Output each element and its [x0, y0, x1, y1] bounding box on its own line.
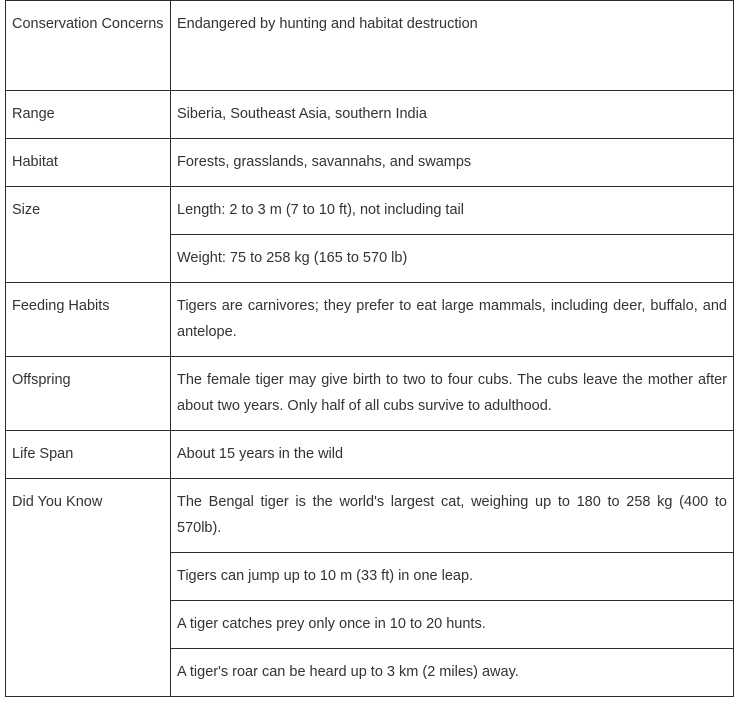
row-value-did-you-know-4: A tiger's roar can be heard up to 3 km (2 miles) away. — [171, 649, 734, 697]
table-row — [6, 479, 734, 553]
row-label-feeding: Feeding Habits — [6, 283, 171, 357]
table-row — [6, 139, 734, 187]
table-row — [6, 187, 734, 235]
row-label-size: Size — [6, 187, 171, 283]
table-row — [6, 357, 734, 431]
row-value-conservation: Endangered by hunting and habitat destruction — [171, 1, 734, 91]
row-value-offspring: The female tiger may give birth to two to four cubs. The cubs leave the mother after about two years. Only half of all cubs survive to adulthood. — [171, 357, 734, 431]
row-label-conservation: Conservation Concerns — [6, 1, 171, 91]
table-row — [6, 91, 734, 139]
row-value-size-length: Length: 2 to 3 m (7 to 10 ft), not including tail — [171, 187, 734, 235]
table-row — [6, 1, 734, 91]
row-label-did-you-know: Did You Know — [6, 479, 171, 697]
row-value-lifespan: About 15 years in the wild — [171, 431, 734, 479]
row-label-range: Range — [6, 91, 171, 139]
table-row — [6, 283, 734, 357]
row-value-feeding: Tigers are carnivores; they prefer to eat large mammals, including deer, buffalo, and antelope. — [171, 283, 734, 357]
row-value-did-you-know-1: The Bengal tiger is the world's largest cat, weighing up to 180 to 258 kg (400 to 570lb). — [171, 479, 734, 553]
row-label-offspring: Offspring — [6, 357, 171, 431]
row-value-size-weight: Weight: 75 to 258 kg (165 to 570 lb) — [171, 235, 734, 283]
row-value-did-you-know-3: A tiger catches prey only once in 10 to 20 hunts. — [171, 601, 734, 649]
row-value-habitat: Forests, grasslands, savannahs, and swamps — [171, 139, 734, 187]
row-label-habitat: Habitat — [6, 139, 171, 187]
row-value-range: Siberia, Southeast Asia, southern India — [171, 91, 734, 139]
row-label-lifespan: Life Span — [6, 431, 171, 479]
row-value-did-you-know-2: Tigers can jump up to 10 m (33 ft) in one leap. — [171, 553, 734, 601]
tiger-facts-table — [5, 0, 734, 697]
table-row — [6, 431, 734, 479]
